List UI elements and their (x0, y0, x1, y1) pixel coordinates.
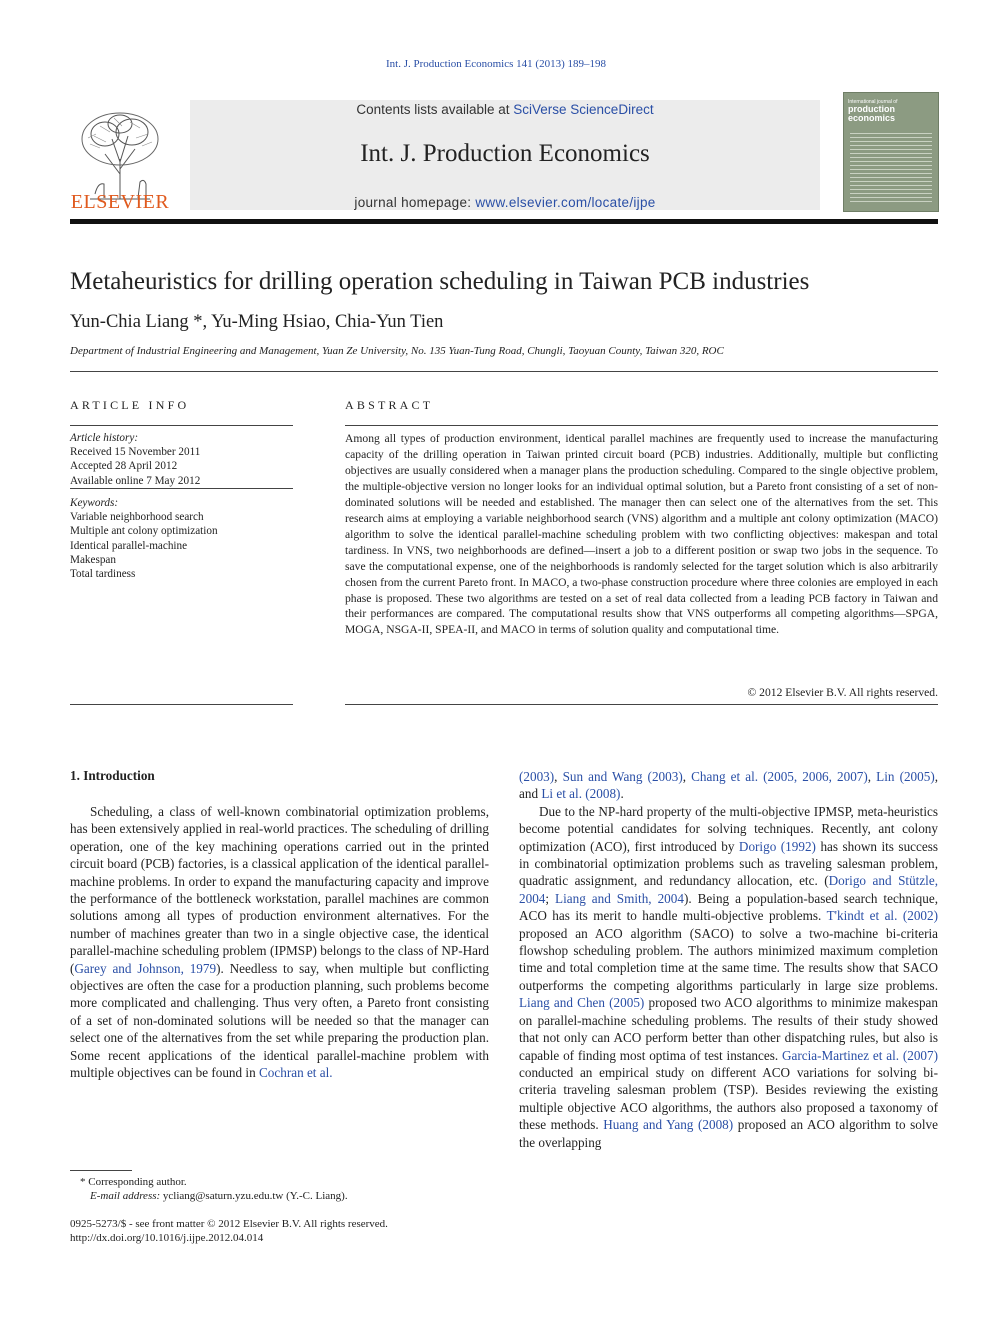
email-label: E-mail address: (90, 1190, 163, 1202)
paragraph-continuation: (2003), Sun and Wang (2003), Chang et al. (2005, 2006, 2007), Lin (2005), and Li et al. (2008). (519, 769, 939, 802)
citation-link[interactable]: Sun and Wang (2003) (562, 769, 683, 784)
cover-line2: production (848, 104, 895, 114)
affiliation: Department of Industrial Engineering and Management, Yuan Ze University, No. 135 Yuan-Tung Road, Chungli, Taoyuan County, Taiwan 320, ROC (70, 345, 724, 357)
header-divider (70, 219, 938, 224)
section-heading-introduction: 1. Introduction (70, 768, 155, 783)
journal-title: Int. J. Production Economics (360, 140, 650, 167)
corresponding-author-note: * Corresponding author. (80, 1176, 187, 1188)
abstract-text: Among all types of production environment, identical parallel machines are frequently used to increase the manufacturing capacity of the drilling operation in Taiwan printed circuit board (PCB) industries. Additionally, multiple but conflicting objectives are usually considered when a manager plans the production scheduling. Compared to the single objective problem, the multiple-objective version no longer looks for an individual optimal solution, but a Pareto front consisting of a set of non-dominated solutions will be needed and established. The manager then can select one of the alternatives from the set. This research aims at employing a variable neighborhood search (VNS) algorithm and a multiple ant colony optimization (MACO) algorithm to solve the identical parallel-machine scheduling problem with two conflicting objectives: makespan and total tardiness. In VNS, two neighborhoods are defined—insert a job to a different position or swap two jobs in the sequence. To save the computational expense, one of the neighborhoods is randomly selected for the target solution which is also arbitrarily chosen from the current Pareto front. In MACO, a two-phase construction procedure where three colonies are employed in each phase is proposed. These two algorithms are tested on a set of real data collected from a leading PCB factory in Taiwan and their performances are compared. The computational results show that VNS outperforms all competing algorithms—SPGA, MOGA, NSGA-II, SPEA-II, and MACO in terms of solution quality and computational time. (345, 432, 938, 637)
article-title: Metaheuristics for drilling operation scheduling in Taiwan PCB industries (70, 268, 810, 295)
email-note (70, 1189, 510, 1203)
paragraph-text: proposed an ACO algorithm (SACO) to solve a two-machine bi-criteria flowshop scheduling problem. The authors minimized maximum completion time and total completion time at the same time. The results show that SACO outperforms the competing algorithms particularly in large size problems. (519, 925, 938, 993)
paragraph-text: has shown its success in combinatorial optimization problems such as traveling salesman problem, quadratic assignment, and redundancy allocation, etc. ( (519, 838, 938, 889)
abstract-rule-bottom (345, 704, 938, 705)
paragraph-text: Due to the NP-hard property of the multi-objective IPMSP, meta-heuristics become potential candidates for solving techniques. Recently, ant colony optimization (ACO), first introduced by (519, 803, 938, 854)
article-authors[interactable]: Yun-Chia Liang *, Yu-Ming Hsiao, Chia-Yun Tien (70, 312, 444, 332)
paragraph-text: ). Needless to say, when multiple but conflicting objectives are often the case for a production planning, such problems become more complicated and challenging. Thus very often, a Pareto front consisting of a set of non-dominated solutions will be needed so that the manager can select one of the alternatives from the set while preparing the production plan. Some recent applications of the identical parallel-machine problem with multiple objectives can be found in (70, 960, 489, 1081)
journal-citation[interactable]: Int. J. Production Economics 141 (2013) 189–198 (386, 58, 606, 70)
citation-link[interactable]: Huang and Yang (2008) (603, 1117, 734, 1133)
online-date: Available online 7 May 2012 (70, 474, 201, 487)
citation-link[interactable]: T'kindt et al. (2002) (826, 908, 939, 924)
keywords-label: Keywords: (70, 497, 119, 509)
citation-link[interactable]: Li et al. (2008) (541, 786, 621, 802)
body-column-left (70, 803, 489, 1082)
keyword: Identical parallel-machine (70, 539, 188, 552)
citation-link[interactable]: Liang and Chen (2005) (519, 995, 645, 1011)
article-info-rule-bottom (70, 704, 293, 705)
keyword: Multiple ant colony optimization (70, 525, 218, 538)
body-column-right (519, 768, 938, 1151)
article-history (70, 431, 293, 488)
paragraph-text: proposed two ACO algorithms to minimize makespan on parallel-machine scheduling problems. The results of their study showed that not only can ACO perform better than other dispatching rules, but also is capable of finding most optima of test instances. (519, 995, 938, 1063)
article-info-heading: ARTICLE INFO (70, 398, 190, 412)
citation-link[interactable]: Liang and Smith, 2004 (555, 890, 684, 906)
paragraph-text: Scheduling, a class of well-known combinatorial optimization problems, has been extensively applied in real-world practices. The scheduling of drilling operation, one of the key machining operations carried out in the printed circuit board (PCB) factories, is a classical application of the identical parallel-machine problems. In order to expand the manufacturing capacity and improve the performance of the bottleneck workstation, parallel machines are common solutions among all types of production environment alternatives. For the number of machines greater than two in a single objective case, the identical parallel-machine scheduling problem (IPMSP) belongs to the class of NP-Hard ( (70, 804, 489, 976)
paragraph-text: conducted an empirical study on different ACO variations for solving bi-criteria traveling salesman problem (TSP). Besides reviewing the existing multiple objective ACO algorithms, the authors also proposed a taxonomy of these methods. (519, 1064, 938, 1133)
contents-line (190, 102, 820, 117)
email-address[interactable]: ycliang@saturn.yzu.edu.tw (Y.-C. Liang). (162, 1190, 348, 1202)
citation-link[interactable]: (2003) (519, 769, 555, 784)
contents-prefix: Contents lists available at (356, 102, 514, 117)
citation-link[interactable]: Chang et al. (2005, 2006, 2007) (691, 769, 868, 784)
article-info-rule-top (70, 425, 293, 426)
doi-link[interactable]: http://dx.doi.org/10.1016/j.ijpe.2012.04.014 (70, 1232, 264, 1244)
elsevier-wordmark[interactable]: ELSEVIER (70, 191, 170, 213)
accepted-date: Accepted 28 April 2012 (70, 460, 178, 473)
abstract-copyright: © 2012 Elsevier B.V. All rights reserved. (747, 686, 938, 699)
cover-contents-texture (850, 133, 932, 205)
article-info-rule-mid (70, 488, 293, 489)
citation-link[interactable]: Cochran et al. (258, 1065, 333, 1081)
citation-link[interactable]: Dorigo and Stützle, 2004 (519, 873, 938, 906)
paragraph-text: proposed an ACO algorithm to solve the overlapping (519, 1117, 938, 1150)
history-label: Article history: (70, 432, 139, 444)
paragraph (70, 803, 489, 1082)
citation-link[interactable]: Lin (2005) (876, 769, 935, 784)
keyword: Variable neighborhood search (70, 511, 204, 524)
keyword: Total tardiness (70, 568, 136, 581)
sciencedirect-link[interactable]: SciVerse ScienceDirect (513, 102, 654, 117)
citation-link[interactable]: Garcia-Martinez et al. (2007) (781, 1047, 938, 1063)
cover-line3: economics (848, 113, 896, 123)
journal-cover-thumbnail[interactable] (843, 92, 939, 212)
paragraph: Due to the NP-hard property of the multi-objective IPMSP, meta-heuristics become potential candidates for solving techniques. Recently, ant colony optimization (ACO), first introduced by Dorigo (1992) has shown its success in combinatorial optimization problems such as traveling salesman problem, quadratic assignment, and redundancy allocation, etc. (Dorigo and Stützle, 2004; Liang and Smith, 2004). Being a population-based search technique, ACO has its merit to handle multi-objective problems. T'kindt et al. (2002) proposed an ACO algorithm (SACO) to solve a two-machine bi-criteria flowshop scheduling problem. The authors minimized maximum completion time and total completion time at the same time. The results show that SACO outperforms the competing algorithms particularly in large size problems. Liang and Chen (2005) proposed two ACO algorithms to minimize makespan on parallel-machine scheduling problems. The results of their study showed that not only can ACO perform better than other dispatching rules, but also is capable of finding most optima of test instances. Garcia-Martinez et al. (2007) conducted an empirical study on different ACO variations for solving bi-criteria traveling salesman problem (TSP). Besides reviewing the existing multiple objective ACO algorithms, the authors also proposed a taxonomy of these methods. Huang and Yang (2008) proposed an ACO algorithm to solve the overlapping (519, 803, 939, 1150)
homepage-link[interactable]: www.elsevier.com/locate/ijpe (475, 195, 656, 210)
abstract-heading: ABSTRACT (345, 398, 434, 412)
footnote-divider (70, 1170, 132, 1171)
issn-line: 0925-5273/$ - see front matter © 2012 Elsevier B.V. All rights reserved. (70, 1218, 388, 1230)
homepage-line (190, 195, 820, 210)
cover-title (848, 99, 934, 123)
homepage-prefix: journal homepage: (354, 195, 476, 210)
paragraph-text: ). Being a population-based search technique, ACO has its merit to handle multi-objective problems. (519, 890, 938, 924)
abstract-rule-top (345, 425, 938, 426)
keywords-block (70, 496, 293, 581)
keyword: Makespan (70, 553, 116, 566)
citation-link[interactable]: Dorigo (1992) (738, 838, 816, 854)
received-date: Received 15 November 2011 (70, 446, 201, 459)
cover-line1: International journal of (848, 99, 898, 105)
affiliation-divider (70, 371, 938, 372)
citation-link[interactable]: Garey and Johnson, 1979 (74, 960, 217, 976)
